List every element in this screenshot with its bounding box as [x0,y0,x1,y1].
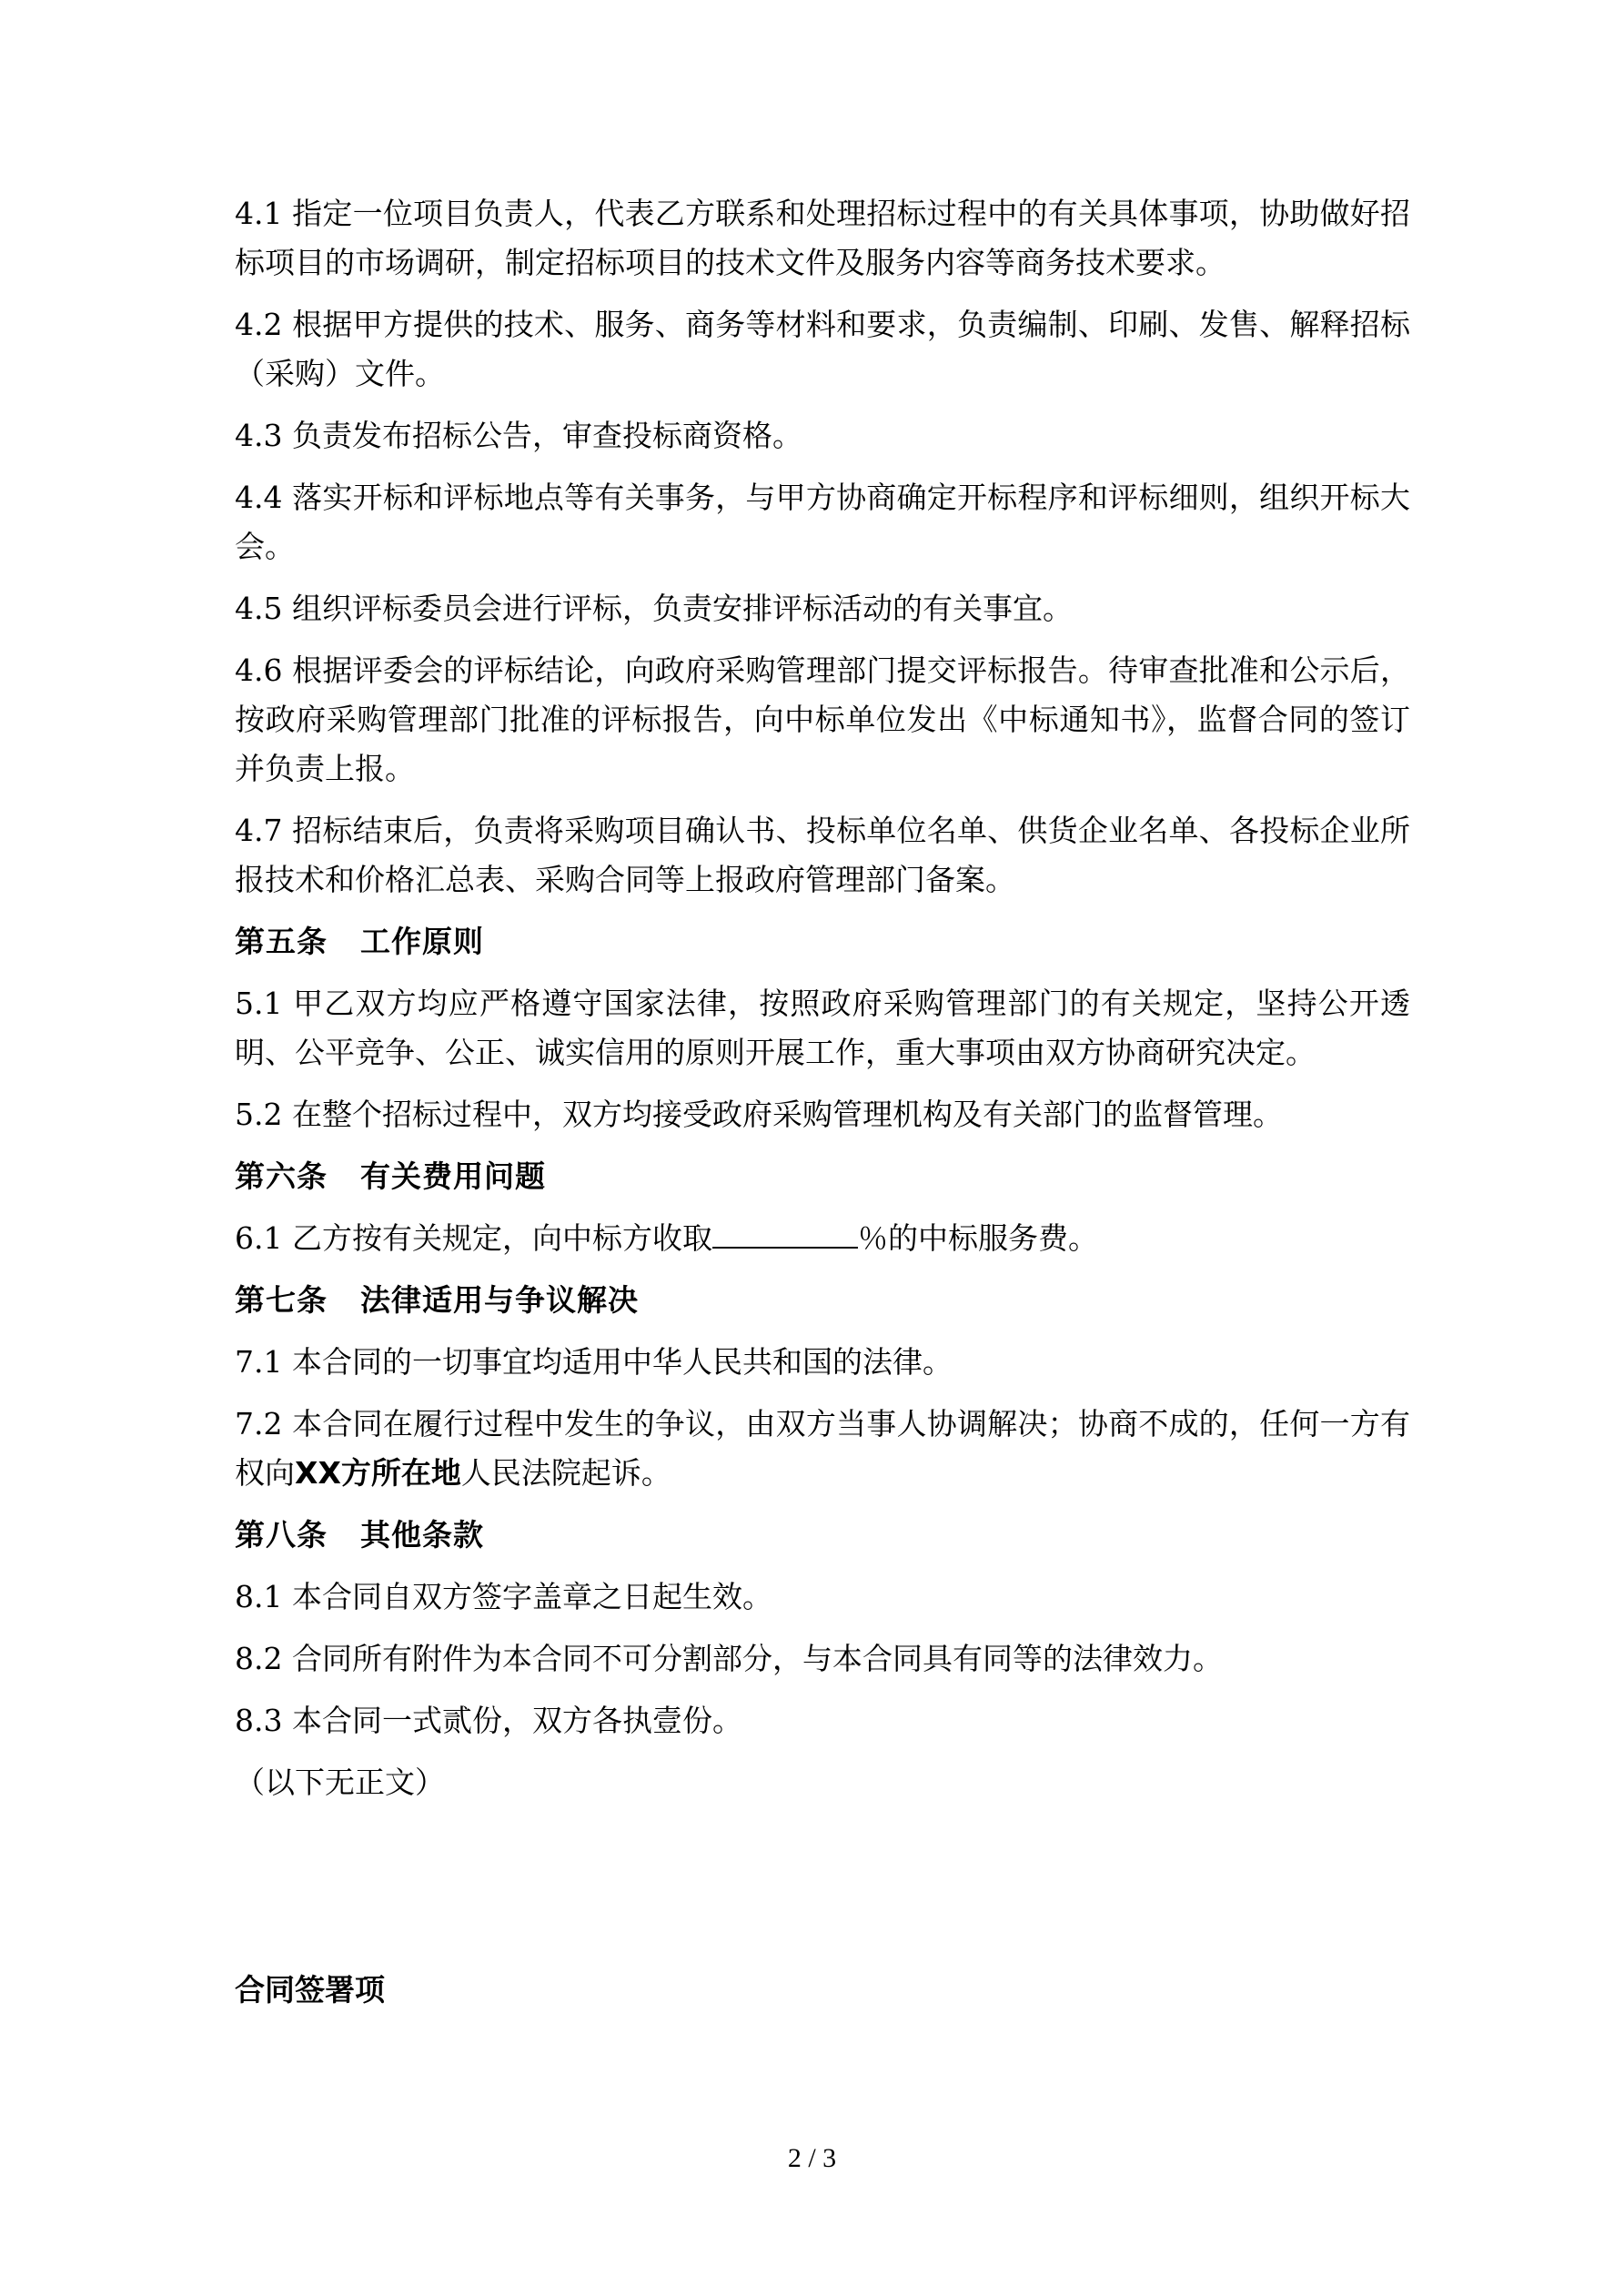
jurisdiction-placeholder: XX方所在地 [295,1455,461,1491]
clause-5-1: 5.1 甲乙双方均应严格遵守国家法律，按照政府采购管理部门的有关规定，坚持公开透明、公平竞争、公正、诚实信用的原则开展工作，重大事项由双方协商研究决定。 [235,986,1410,1070]
page-number: 2 / 3 [787,2143,837,2173]
article-8-title: 其他条款 [360,1517,484,1553]
clause-5-2: 5.2 在整个招标过程中，双方均接受政府采购管理机构及有关部门的监督管理。 [235,1097,1283,1132]
article-5-number: 第五条 [235,924,328,959]
clause-7-2-text-after: 人民法院起诉。 [460,1455,671,1491]
clause-8-1: 8.1 本合同自双方签字盖章之日起生效。 [235,1579,772,1614]
article-7-title: 法律适用与争议解决 [360,1282,639,1318]
article-7-heading [235,1276,1410,1325]
clause-7-2-text-before: 7.2 本合同在履行过程中发生的争议，由双方当事人协调解决；协商不成的，任何一方有权向 [235,1406,1410,1491]
clause-6-1-text-after: ％的中标服务费。 [857,1220,1098,1256]
article-7-number: 第七条 [235,1282,328,1318]
article-6-heading [235,1152,1410,1201]
clause-4-2: 4.2 根据甲方提供的技术、服务、商务等材料和要求，负责编制、印刷、发售、解释招标（采购）文件。 [235,307,1410,391]
article-8-heading [235,1511,1410,1560]
clause-4-5: 4.5 组织评标委员会进行评标，负责安排评标活动的有关事宜。 [235,591,1073,626]
clause-7-1: 7.1 本合同的一切事宜均适用中华人民共和国的法律。 [235,1344,953,1380]
clause-4-3: 4.3 负责发布招标公告，审查投标商资格。 [235,418,802,453]
clause-8-2: 8.2 合同所有附件为本合同不可分割部分，与本合同具有同等的法律效力。 [235,1641,1223,1676]
clause-4-6: 4.6 根据评委会的评标结论，向政府采购管理部门提交评标报告。待审查批准和公示后，按政府采购管理部门批准的评标报告，向中标单位发出《中标通知书》，监督合同的签订并负责上报。 [235,652,1410,786]
clause-4-4: 4.4 落实开标和评标地点等有关事务，与甲方协商确定开标程序和评标细则，组织开标大会。 [235,480,1410,564]
article-8-number: 第八条 [235,1517,328,1553]
clause-4-1: 4.1 指定一位项目负责人，代表乙方联系和处理招标过程中的有关具体事项，协助做好招标项目的市场调研，制定招标项目的技术文件及服务内容等商务技术要求。 [235,196,1410,280]
document-body [235,189,1410,1807]
article-5-heading [235,917,1410,966]
article-6-title: 有关费用问题 [360,1158,546,1194]
clause-6-1 [235,1214,1410,1263]
fee-percentage-blank [712,1219,858,1249]
clause-8-3: 8.3 本合同一式贰份，双方各执壹份。 [235,1703,742,1738]
article-6-number: 第六条 [235,1158,328,1194]
end-of-text-note: （以下无正文） [235,1765,445,1800]
article-5-title: 工作原则 [360,924,484,959]
signature-section-heading: 合同签署项 [235,1972,385,2008]
clause-6-1-text-before: 6.1 乙方按有关规定，向中标方收取 [235,1220,712,1256]
clause-4-7: 4.7 招标结束后，负责将采购项目确认书、投标单位名单、供货企业名单、各投标企业所报技术和价格汇总表、采购合同等上报政府管理部门备案。 [235,813,1410,897]
clause-7-2 [235,1400,1410,1498]
